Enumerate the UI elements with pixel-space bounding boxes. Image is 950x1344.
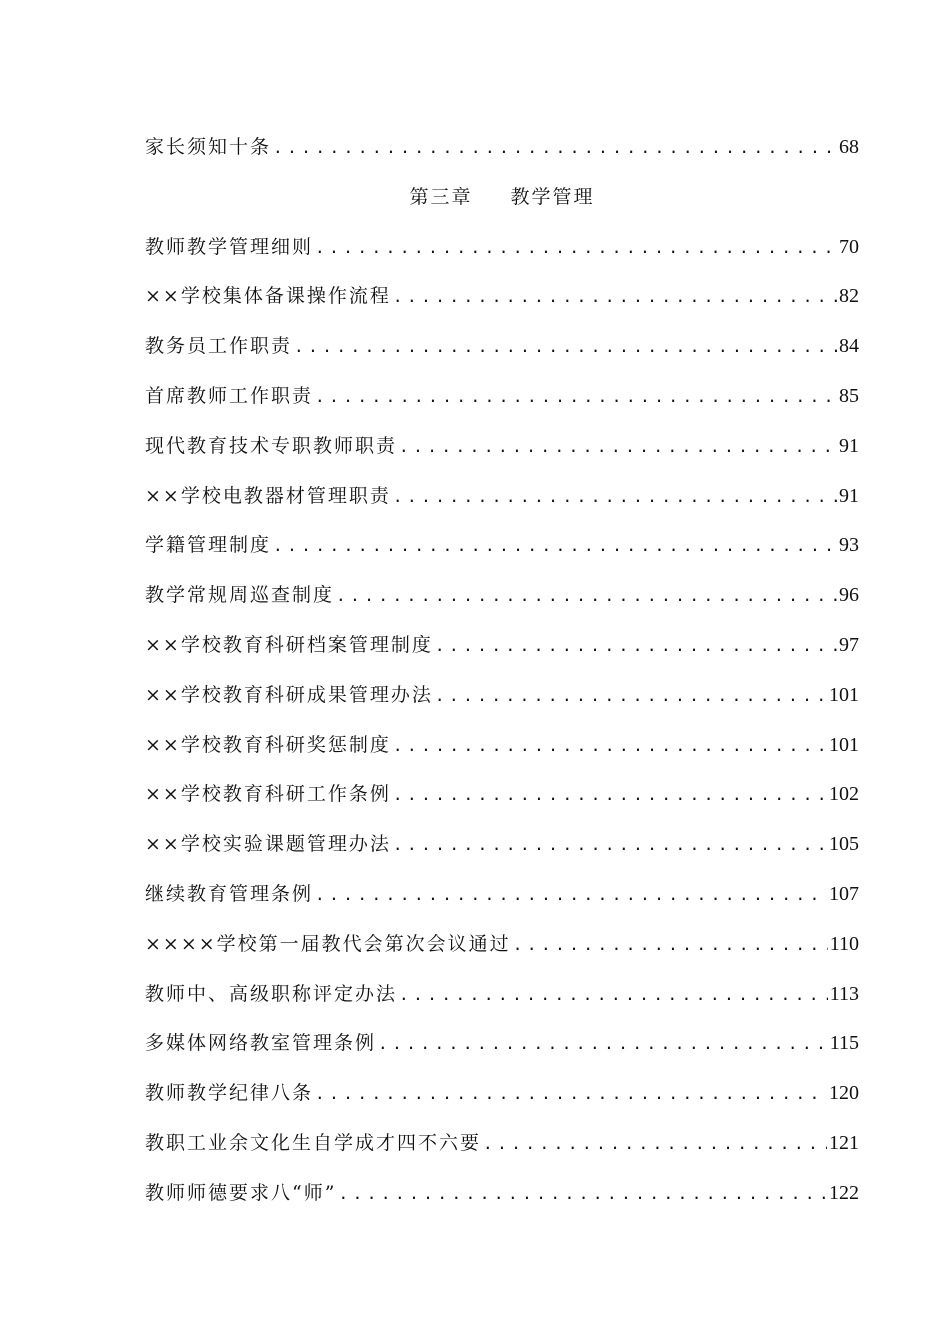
toc-entry-title: 教学常规周巡查制度 xyxy=(145,584,335,607)
toc-page-number: 68 xyxy=(839,136,859,158)
toc-entry[interactable] xyxy=(145,1128,859,1178)
toc-page-number: 107 xyxy=(829,882,859,905)
toc-dot-leader xyxy=(315,885,827,904)
toc-entry-title: ××学校电教器材管理职责 xyxy=(145,484,391,507)
toc-page-number: 101 xyxy=(829,683,859,706)
toc-page-number: 102 xyxy=(829,783,859,806)
toc-entry[interactable] xyxy=(145,132,859,182)
toc-entry-title: 教师教学纪律八条 xyxy=(145,1082,314,1105)
toc-page-number: 110 xyxy=(829,932,859,955)
toc-entry[interactable] xyxy=(145,431,859,481)
toc-page-number: 121 xyxy=(829,1131,859,1154)
toc-page-number: 93 xyxy=(839,534,859,557)
toc-dot-leader xyxy=(393,287,837,306)
toc-entry-title: ××学校教育科研成果管理办法 xyxy=(145,683,433,706)
toc-entry-title: 继续教育管理条例 xyxy=(145,882,314,905)
toc-dot-leader xyxy=(435,636,837,655)
toc-entry-title: 教师中、高级职称评定办法 xyxy=(145,982,398,1005)
chapter-heading xyxy=(145,182,859,232)
toc-entry-title: 教职工业余文化生自学成才四不六要 xyxy=(145,1131,482,1154)
toc-page-number: 70 xyxy=(839,235,859,258)
toc-dot-leader xyxy=(393,835,827,854)
toc-dot-leader xyxy=(294,337,837,356)
toc-dot-leader xyxy=(273,138,837,157)
toc-page-number: 85 xyxy=(839,384,859,407)
toc-dot-leader xyxy=(483,1134,827,1153)
toc-page-number: 91 xyxy=(839,484,859,507)
toc-entry[interactable] xyxy=(145,730,859,780)
toc-entry-title: 教师师德要求八“师” xyxy=(145,1181,337,1204)
toc-page-number: 82 xyxy=(839,285,859,308)
toc-page-number: 113 xyxy=(829,982,859,1005)
toc-entry[interactable] xyxy=(145,381,859,431)
toc-entry-title: 现代教育技术专职教师职责 xyxy=(145,434,398,457)
toc-entry[interactable] xyxy=(145,879,859,929)
toc-entry[interactable] xyxy=(145,281,859,331)
toc-entry-title: ××学校教育科研奖惩制度 xyxy=(145,733,391,756)
toc-dot-leader xyxy=(399,437,837,456)
toc-dot-leader xyxy=(513,935,828,954)
toc-entry[interactable] xyxy=(145,829,859,879)
toc-entry-list xyxy=(145,232,859,1228)
toc-entry-title: 首席教师工作职责 xyxy=(145,384,314,407)
toc-dot-leader xyxy=(273,536,837,555)
table-of-contents xyxy=(145,132,859,1228)
toc-page-number: 97 xyxy=(839,633,859,656)
toc-dot-leader xyxy=(315,1084,827,1103)
toc-entry-title: ××学校实验课题管理办法 xyxy=(145,833,391,856)
toc-entry-title: 多媒体网络教室管理条例 xyxy=(145,1032,377,1055)
chapter-number: 第三章 xyxy=(409,185,473,208)
toc-entry[interactable] xyxy=(145,630,859,680)
toc-entry-title: ××学校教育科研工作条例 xyxy=(145,783,391,806)
toc-dot-leader xyxy=(315,387,837,406)
toc-dot-leader xyxy=(393,785,827,804)
toc-page-number: 101 xyxy=(829,733,859,756)
toc-page-number: 105 xyxy=(829,833,859,856)
toc-entry[interactable] xyxy=(145,680,859,730)
toc-entry[interactable] xyxy=(145,331,859,381)
toc-entry[interactable] xyxy=(145,481,859,531)
toc-entry-title: 学籍管理制度 xyxy=(145,534,272,557)
toc-entry[interactable] xyxy=(145,1078,859,1128)
toc-dot-leader xyxy=(336,586,837,605)
toc-entry[interactable] xyxy=(145,929,859,979)
toc-entry[interactable] xyxy=(145,1028,859,1078)
toc-page-number: 122 xyxy=(829,1181,859,1204)
chapter-title: 教学管理 xyxy=(510,185,595,208)
toc-dot-leader xyxy=(338,1184,827,1203)
toc-entry[interactable] xyxy=(145,580,859,630)
toc-entry[interactable] xyxy=(145,232,859,282)
toc-dot-leader xyxy=(378,1034,828,1053)
toc-dot-leader xyxy=(315,238,837,257)
toc-entry[interactable] xyxy=(145,979,859,1029)
toc-entry[interactable] xyxy=(145,530,859,580)
toc-entry-title: ××学校教育科研档案管理制度 xyxy=(145,633,433,656)
toc-page-number: 96 xyxy=(839,584,859,607)
toc-dot-leader xyxy=(435,686,827,705)
toc-entry-title: ××××学校第一届教代会第次会议通过 xyxy=(145,932,511,955)
toc-entry-title: 教务员工作职责 xyxy=(145,335,293,358)
toc-entry-title: 家长须知十条 xyxy=(145,136,272,158)
toc-entry[interactable] xyxy=(145,1178,859,1228)
toc-dot-leader xyxy=(393,487,837,506)
toc-entry-title: 教师教学管理细则 xyxy=(145,235,314,258)
toc-page-number: 91 xyxy=(839,434,859,457)
toc-page-number: 115 xyxy=(829,1032,859,1055)
toc-page-number: 120 xyxy=(829,1082,859,1105)
toc-entry-title: ××学校集体备课操作流程 xyxy=(145,285,391,308)
toc-dot-leader xyxy=(399,985,828,1004)
toc-page-number: 84 xyxy=(839,335,859,358)
toc-dot-leader xyxy=(393,736,827,755)
toc-entry[interactable] xyxy=(145,779,859,829)
